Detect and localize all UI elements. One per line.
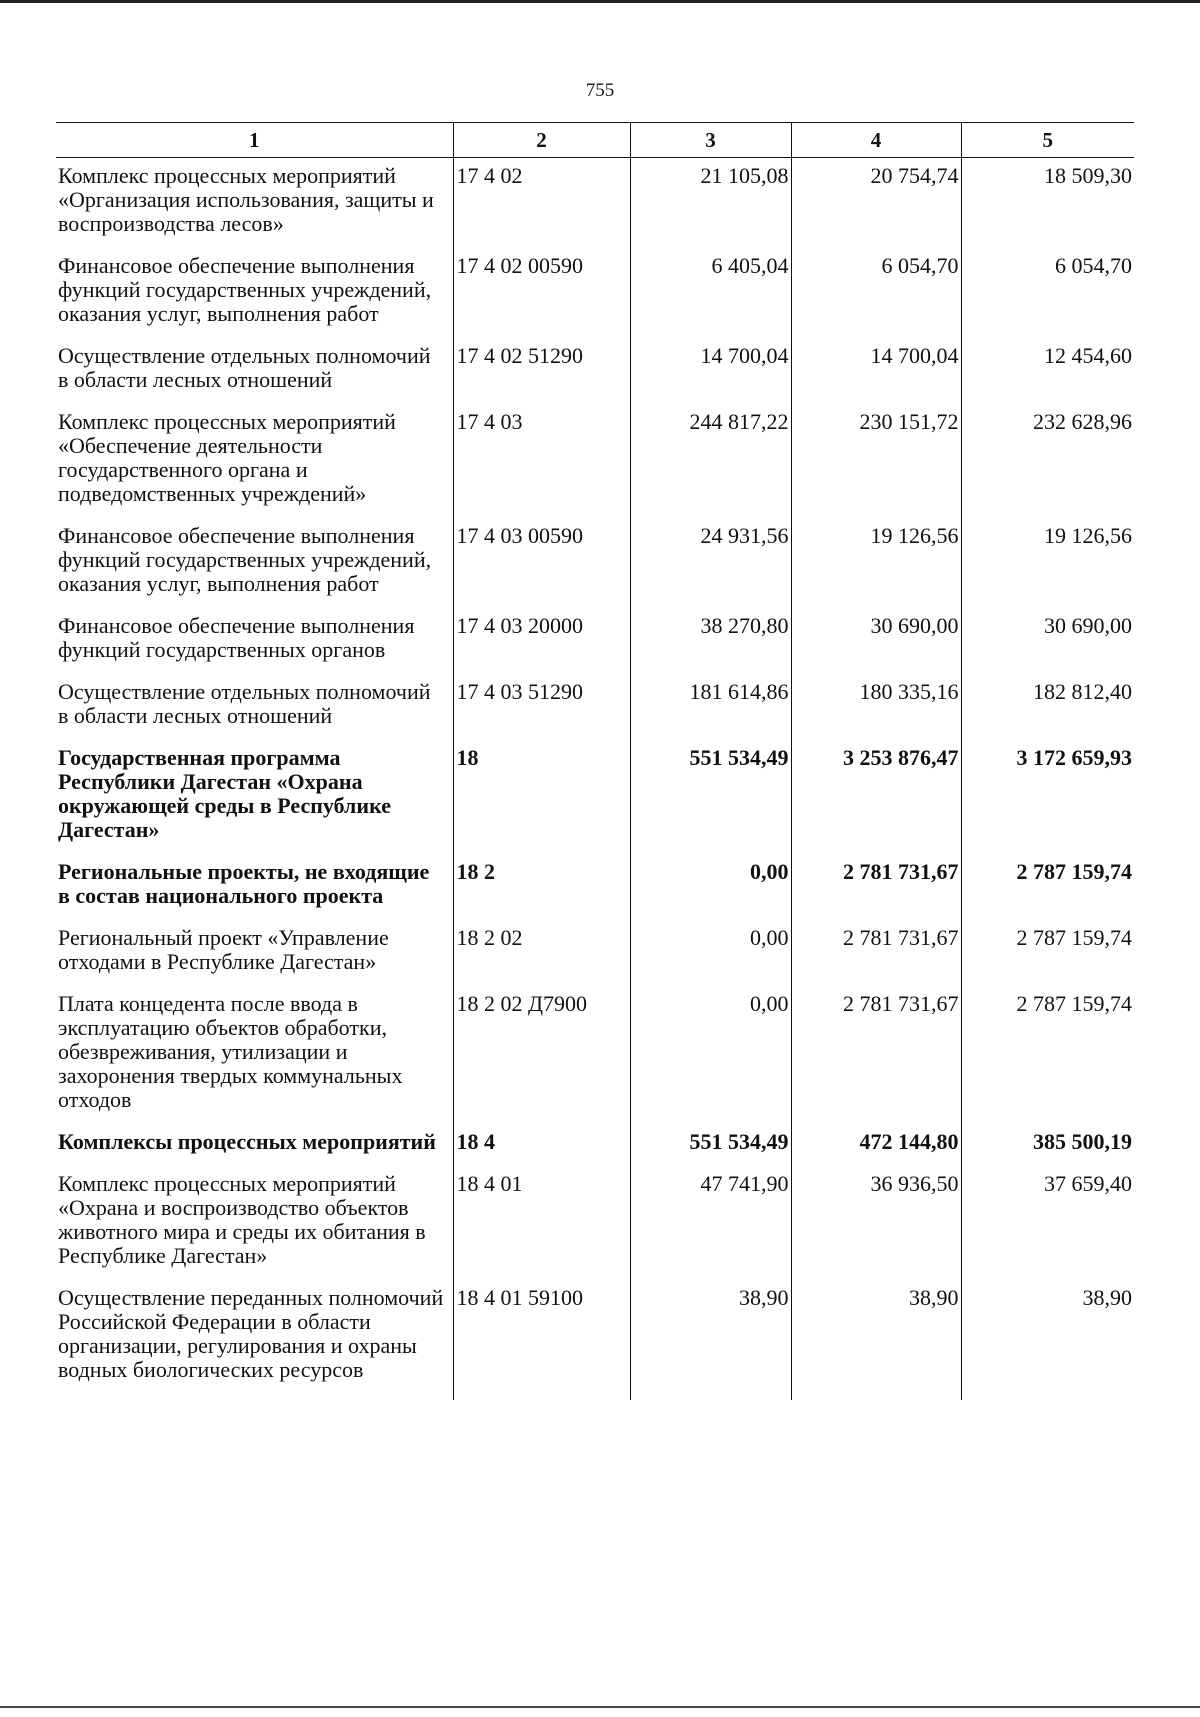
table-row — [56, 986, 1134, 1124]
row-name: Осуществление отдельных полномочий в области лесных отношений — [58, 343, 431, 392]
row-name: Осуществление отдельных полномочий в области лесных отношений — [58, 679, 431, 728]
row-name: Комплексы процессных мероприятий — [58, 1129, 436, 1154]
row-code: 18 4 — [453, 1124, 630, 1166]
row-value-5: 18 509,30 — [961, 158, 1134, 249]
row-name: Плата концедента после ввода в эксплуатацию объектов обработки, обезвреживания, утилизации и захоронения твердых коммунальных отходов — [58, 991, 403, 1112]
row-name: Финансовое обеспечение выполнения функций государственных учреждений, оказания услуг, выполнения работ — [58, 523, 432, 596]
row-code: 18 2 — [453, 854, 630, 920]
row-value-3: 24 931,56 — [630, 518, 791, 608]
row-code: 18 — [453, 740, 630, 854]
row-value-3: 0,00 — [630, 854, 791, 920]
row-value-3: 0,00 — [630, 986, 791, 1124]
row-name: Комплекс процессных мероприятий «Организация использования, защиты и воспроизводства лесов» — [58, 163, 434, 236]
row-value-4: 36 936,50 — [791, 1166, 961, 1280]
row-value-3: 21 105,08 — [630, 158, 791, 249]
table-row — [56, 740, 1134, 854]
table-row — [56, 404, 1134, 518]
row-code: 18 2 02 — [453, 920, 630, 986]
table-row — [56, 920, 1134, 986]
row-value-4: 2 781 731,67 — [791, 854, 961, 920]
header-col-5: 5 — [961, 123, 1134, 158]
page-number: 755 — [585, 80, 615, 101]
row-value-4: 20 754,74 — [791, 158, 961, 249]
row-value-5: 12 454,60 — [961, 338, 1134, 404]
row-value-5: 6 054,70 — [961, 248, 1134, 338]
row-name: Осуществление переданных полномочий Российской Федерации в области организации, регулирования и охраны водных биологических ресурсов — [58, 1285, 444, 1382]
row-code: 17 4 03 00590 — [453, 518, 630, 608]
row-value-3: 47 741,90 — [630, 1166, 791, 1280]
table-body — [56, 158, 1134, 1401]
row-value-5: 30 690,00 — [961, 608, 1134, 674]
row-value-3: 0,00 — [630, 920, 791, 986]
row-value-4: 30 690,00 — [791, 608, 961, 674]
row-value-4: 180 335,16 — [791, 674, 961, 740]
header-col-4: 4 — [791, 123, 961, 158]
row-code: 18 4 01 — [453, 1166, 630, 1280]
row-code: 17 4 03 — [453, 404, 630, 518]
budget-table — [56, 122, 1134, 1400]
row-value-4: 19 126,56 — [791, 518, 961, 608]
table-row — [56, 608, 1134, 674]
row-value-5: 2 787 159,74 — [961, 986, 1134, 1124]
row-code: 18 2 02 Д7900 — [453, 986, 630, 1124]
header-col-3: 3 — [630, 123, 791, 158]
row-code: 18 4 01 59100 — [453, 1280, 630, 1400]
row-value-3: 38 270,80 — [630, 608, 791, 674]
row-value-3: 38,90 — [630, 1280, 791, 1400]
table-row — [56, 1280, 1134, 1400]
row-code: 17 4 03 51290 — [453, 674, 630, 740]
table-row — [56, 1166, 1134, 1280]
row-name: Комплекс процессных мероприятий «Обеспечение деятельности государственного органа и подведомственных учреждений» — [58, 409, 396, 506]
header-col-1: 1 — [56, 123, 453, 158]
row-value-4: 230 151,72 — [791, 404, 961, 518]
row-value-5: 182 812,40 — [961, 674, 1134, 740]
row-value-5: 232 628,96 — [961, 404, 1134, 518]
row-value-3: 6 405,04 — [630, 248, 791, 338]
bottom-scan-border — [0, 1706, 1200, 1708]
table-row — [56, 518, 1134, 608]
row-value-3: 244 817,22 — [630, 404, 791, 518]
row-code: 17 4 02 — [453, 158, 630, 249]
row-name: Финансовое обеспечение выполнения функций государственных учреждений, оказания услуг, выполнения работ — [58, 253, 432, 326]
row-value-3: 551 534,49 — [630, 1124, 791, 1166]
table-row — [56, 338, 1134, 404]
row-code: 17 4 02 00590 — [453, 248, 630, 338]
row-value-5: 38,90 — [961, 1280, 1134, 1400]
row-value-5: 19 126,56 — [961, 518, 1134, 608]
row-name: Государственная программа Республики Дагестан «Охрана окружающей среды в Республике Дагестан» — [58, 745, 391, 842]
row-code: 17 4 03 20000 — [453, 608, 630, 674]
row-value-5: 2 787 159,74 — [961, 854, 1134, 920]
row-name: Финансовое обеспечение выполнения функций государственных органов — [58, 613, 415, 662]
row-value-4: 472 144,80 — [791, 1124, 961, 1166]
table-row — [56, 1124, 1134, 1166]
row-code: 17 4 02 51290 — [453, 338, 630, 404]
row-value-4: 3 253 876,47 — [791, 740, 961, 854]
row-name: Региональный проект «Управление отходами в Республике Дагестан» — [58, 925, 389, 974]
row-name: Комплекс процессных мероприятий «Охрана и воспроизводство объектов животного мира и среды их обитания в Республике Дагестан» — [58, 1171, 426, 1268]
header-col-2: 2 — [453, 123, 630, 158]
table-row — [56, 674, 1134, 740]
row-value-4: 14 700,04 — [791, 338, 961, 404]
row-value-3: 181 614,86 — [630, 674, 791, 740]
top-scan-border — [0, 0, 1200, 3]
table-row — [56, 854, 1134, 920]
row-value-4: 2 781 731,67 — [791, 986, 961, 1124]
table-row — [56, 248, 1134, 338]
row-value-5: 2 787 159,74 — [961, 920, 1134, 986]
row-value-3: 14 700,04 — [630, 338, 791, 404]
row-value-5: 385 500,19 — [961, 1124, 1134, 1166]
row-value-4: 6 054,70 — [791, 248, 961, 338]
row-value-4: 2 781 731,67 — [791, 920, 961, 986]
header-row — [56, 123, 1134, 158]
row-value-5: 37 659,40 — [961, 1166, 1134, 1280]
row-value-5: 3 172 659,93 — [961, 740, 1134, 854]
table-row — [56, 158, 1134, 249]
row-value-4: 38,90 — [791, 1280, 961, 1400]
row-value-3: 551 534,49 — [630, 740, 791, 854]
row-name: Региональные проекты, не входящие в состав национального проекта — [58, 859, 430, 908]
